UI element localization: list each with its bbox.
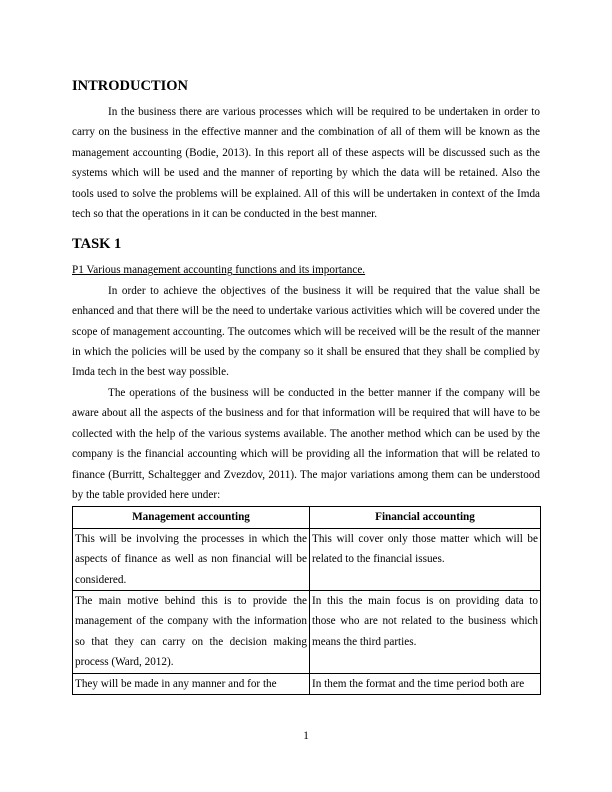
table-cell: In them the format and the time period both are [310, 673, 541, 694]
table-cell: In this the main focus is on providing data to those who are not related to the business which means the third parties. [310, 590, 541, 673]
introduction-paragraph: In the business there are various processes which will be required to be undertaken in order to carry on the business in the effective manner and the combination of all of them will be known as the management accounting (Bodie, 2013). In this report all of these aspects will be discussed such as the systems which will be used and the manner of reporting by which the data will be retained. Also the tools used to solve the problems will be explained. All of this will be undertaken in context of the Imda tech so that the operations in it can be conducted in the best manner. [72, 106, 540, 221]
table-cell: They will be made in any manner and for the [73, 673, 310, 694]
document-page [72, 76, 540, 695]
task1-paragraph-1: In order to achieve the objectives of the business it will be required that the value shall be enhanced and that there will be the need to undertake various activities which will be covered under the scope of management accounting. The outcomes which will be received will be the result of the manner in which the policies will be used by the company so it shall be ensured that they shall be complied by Imda tech in the best way possible. [72, 284, 540, 379]
table-row [73, 528, 541, 590]
table-cell: This will be involving the processes in which the aspects of finance as well as non financial will be considered. [73, 528, 310, 590]
introduction-heading: INTRODUCTION [72, 78, 189, 94]
header-management-accounting: Management accounting [73, 507, 310, 528]
page-number: 1 [303, 730, 309, 742]
table-cell: This will cover only those matter which will be related to the financial issues. [310, 528, 541, 590]
table-row [73, 590, 541, 673]
task1-heading: TASK 1 [72, 236, 122, 253]
table-header-row [73, 507, 541, 528]
header-financial-accounting: Financial accounting [310, 507, 541, 528]
table-cell: The main motive behind this is to provide the management of the company with the information so that they can carry on the decision making process (Ward, 2012). [73, 590, 310, 673]
comparison-table [72, 506, 541, 695]
task1-paragraph-2: The operations of the business will be conducted in the better manner if the company will be aware about all the aspects of the business and for that information will be required that will have to be collected with the help of the various systems available. The another method which can be used by the company is the financial accounting which will be providing all the information that will be related to finance (Burritt, Schaltegger and Zvezdov, 2011). The major variations among them can be understood by the table provided here under: [72, 386, 540, 501]
task1-subheading: P1 Various management accounting functions and its importance. [72, 264, 366, 277]
table-row [73, 673, 541, 694]
